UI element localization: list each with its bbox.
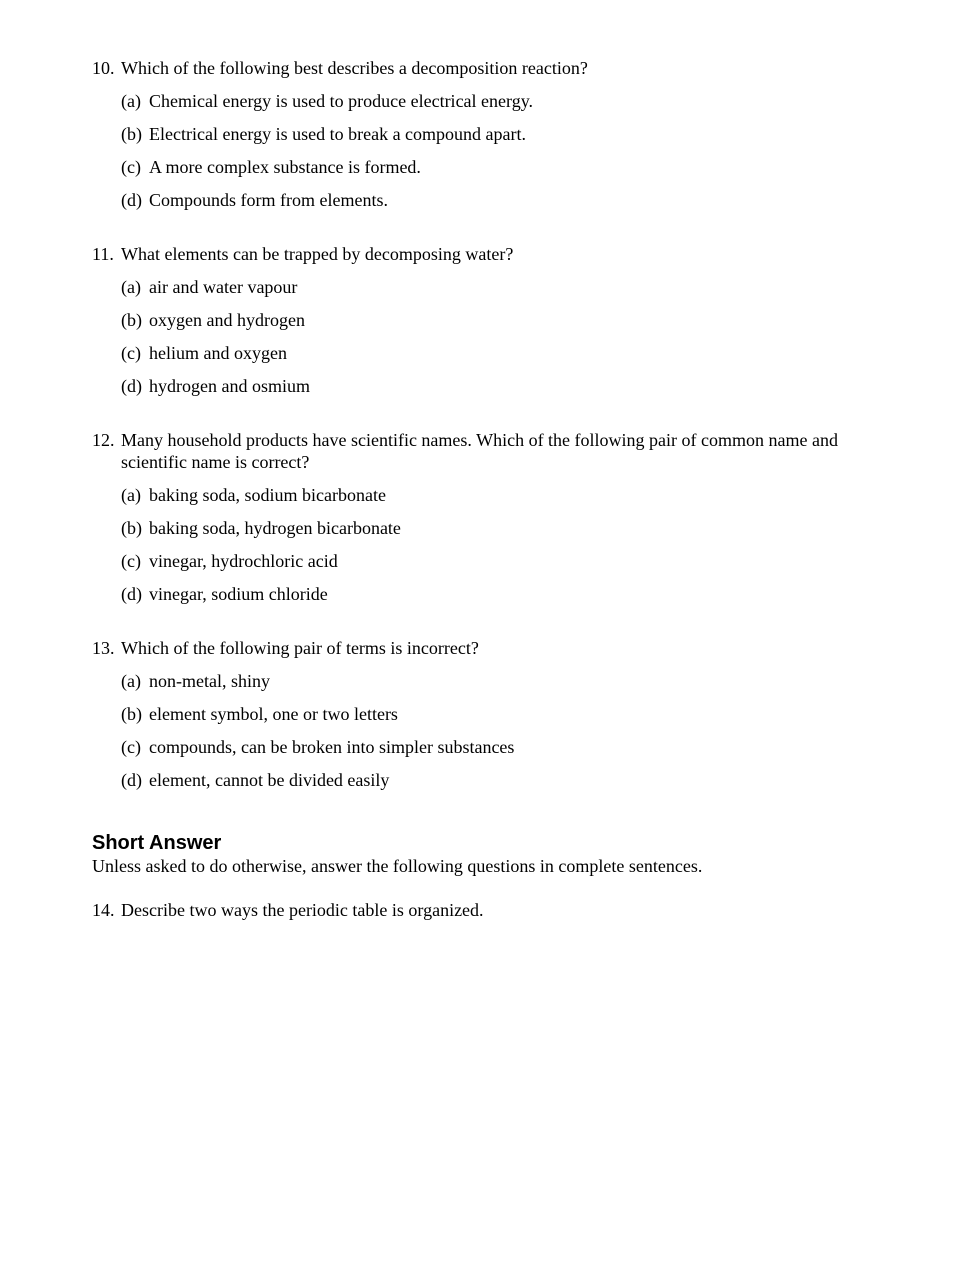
question-11 (92, 243, 892, 397)
option-c (121, 550, 892, 572)
option-text: Chemical energy is used to produce electrical energy. (149, 91, 534, 111)
option-list (92, 90, 892, 211)
option-list (92, 670, 892, 791)
option-text: element, cannot be divided easily (149, 770, 390, 790)
option-letter: (c) (121, 157, 141, 177)
question-10 (92, 57, 892, 211)
option-text: hydrogen and osmium (149, 376, 310, 396)
option-d (121, 769, 892, 791)
option-letter: (d) (121, 190, 142, 210)
question-14 (92, 899, 892, 921)
option-d (121, 583, 892, 605)
option-text: baking soda, sodium bicarbonate (149, 485, 386, 505)
option-d (121, 375, 892, 397)
option-d (121, 189, 892, 211)
option-c (121, 342, 892, 364)
question-text: What elements can be trapped by decomposing water? (121, 244, 514, 264)
worksheet-page (92, 57, 892, 953)
option-text: oxygen and hydrogen (149, 310, 305, 330)
question-number: 13. (92, 638, 115, 658)
option-letter: (d) (121, 376, 142, 396)
option-c (121, 736, 892, 758)
question-text: Which of the following pair of terms is incorrect? (121, 638, 479, 658)
question-number: 10. (92, 58, 115, 78)
option-letter: (b) (121, 518, 142, 538)
option-letter: (c) (121, 343, 141, 363)
option-letter: (c) (121, 737, 141, 757)
option-letter: (a) (121, 91, 141, 111)
option-text: non-metal, shiny (149, 671, 270, 691)
option-letter: (b) (121, 310, 142, 330)
section-intro: Unless asked to do otherwise, answer the following questions in complete sentences. (92, 856, 703, 876)
question-text: Many household products have scientific names. Which of the following pair of common name and scientific name is correct? (121, 430, 838, 472)
option-b (121, 309, 892, 331)
option-letter: (a) (121, 277, 141, 297)
option-letter: (d) (121, 770, 142, 790)
option-text: Electrical energy is used to break a compound apart. (149, 124, 527, 144)
question-text: Which of the following best describes a decomposition reaction? (121, 58, 588, 78)
option-letter: (b) (121, 704, 142, 724)
question-number: 11. (92, 244, 114, 264)
question-text: Describe two ways the periodic table is organized. (121, 900, 484, 920)
option-text: element symbol, one or two letters (149, 704, 398, 724)
option-list (92, 484, 892, 605)
option-letter: (d) (121, 584, 142, 604)
option-a (121, 670, 892, 692)
option-list (92, 276, 892, 397)
section-heading-short-answer: Short Answer (92, 832, 222, 854)
option-a (121, 484, 892, 506)
option-a (121, 90, 892, 112)
option-text: A more complex substance is formed. (149, 157, 421, 177)
question-number: 14. (92, 900, 115, 920)
option-letter: (a) (121, 671, 141, 691)
option-text: helium and oxygen (149, 343, 287, 363)
option-text: air and water vapour (149, 277, 298, 297)
option-letter: (c) (121, 551, 141, 571)
question-number: 12. (92, 430, 115, 450)
question-13 (92, 637, 892, 791)
option-b (121, 123, 892, 145)
option-text: vinegar, hydrochloric acid (149, 551, 338, 571)
option-letter: (a) (121, 485, 141, 505)
option-text: compounds, can be broken into simpler substances (149, 737, 515, 757)
option-text: Compounds form from elements. (149, 190, 388, 210)
option-a (121, 276, 892, 298)
option-b (121, 517, 892, 539)
option-letter: (b) (121, 124, 142, 144)
option-text: vinegar, sodium chloride (149, 584, 328, 604)
option-b (121, 703, 892, 725)
option-text: baking soda, hydrogen bicarbonate (149, 518, 401, 538)
option-c (121, 156, 892, 178)
question-12 (92, 429, 892, 605)
